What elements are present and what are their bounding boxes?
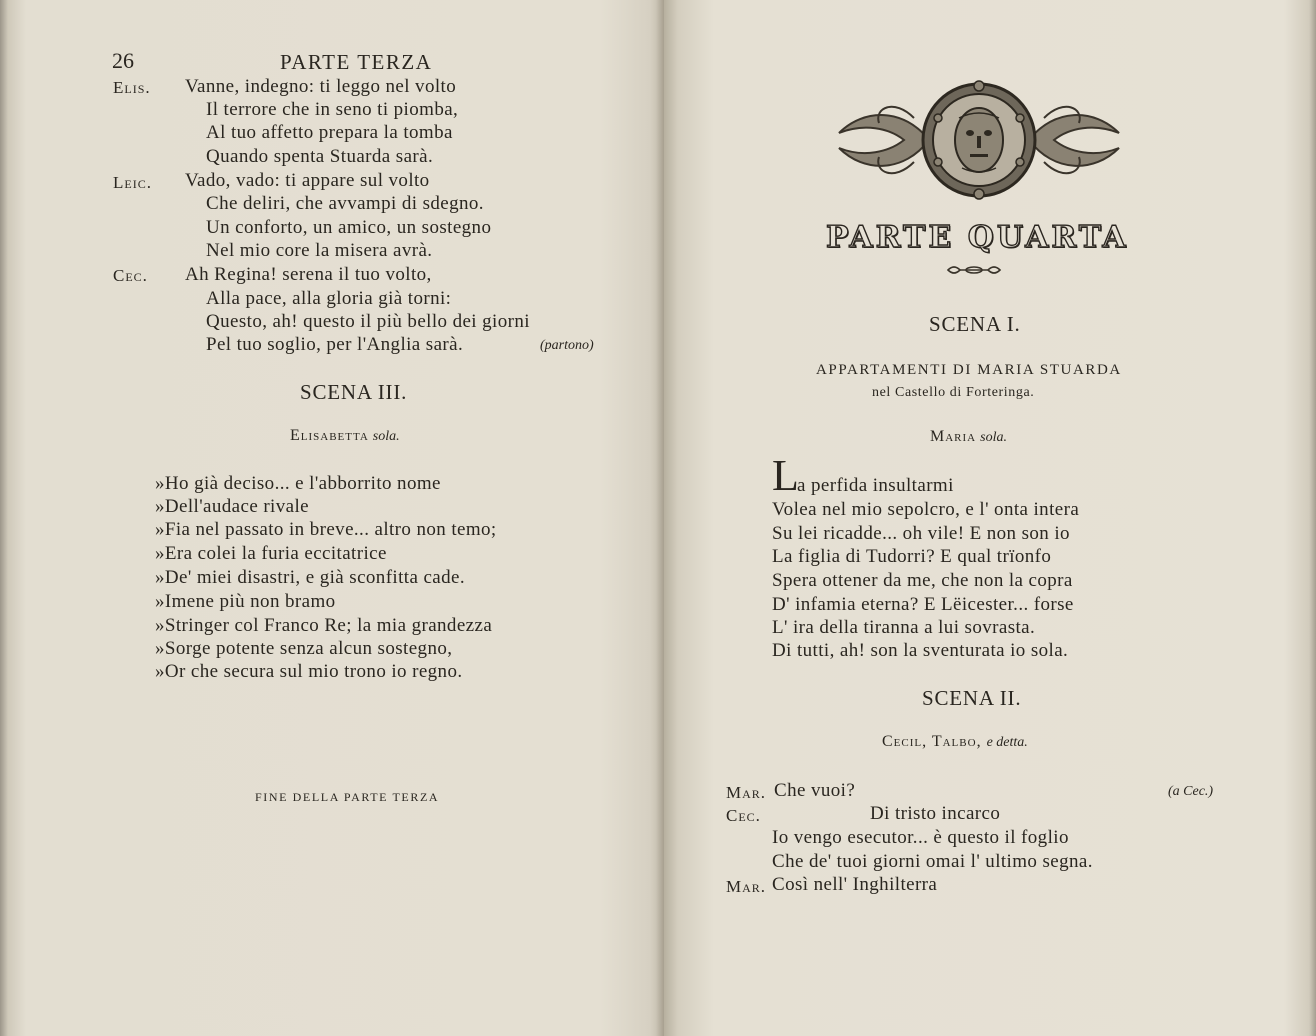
monologue-line: »Or che secura sul mio trono io regno. — [155, 661, 463, 682]
setting-subtitle: nel Castello di Forteringa. — [872, 385, 1035, 400]
speaker-label: Mar. — [726, 783, 767, 802]
monologue-line: »Fia nel passato in breve... altro non temo; — [155, 519, 497, 540]
verse-line: Vado, vado: ti appare sul volto — [185, 170, 430, 191]
monologue-line: Di tutti, ah! son la sventurata io sola. — [772, 640, 1069, 661]
verse-line: Ah Regina! serena il tuo volto, — [185, 264, 432, 285]
cast-line — [930, 428, 1007, 446]
stage-direction: (a Cec.) — [1168, 784, 1214, 799]
speaker-label: Cec. — [726, 806, 761, 825]
running-head: PARTE TERZA — [280, 50, 433, 74]
verse-line: Vanne, indegno: ti leggo nel volto — [185, 76, 457, 97]
scene-heading: SCENA II. — [922, 686, 1022, 710]
speaker-label: Mar. — [726, 877, 767, 896]
drop-cap: L — [772, 451, 799, 500]
dialogue-line: Così nell' Inghilterra — [772, 874, 938, 895]
right-page — [664, 0, 1316, 1036]
monologue-line: a perfida insultarmi — [797, 475, 954, 496]
cast-name: Cecil — [882, 733, 923, 750]
monologue-line: »Era colei la furia eccitatrice — [155, 543, 387, 564]
cast-note: sola. — [980, 430, 1007, 445]
monologue-line: Volea nel mio sepolcro, e l' onta intera — [772, 499, 1080, 520]
cast-note: sola. — [372, 429, 400, 444]
verse-line: Pel tuo soglio, per l'Anglia sarà. — [206, 334, 464, 355]
monologue-line: D' infamia eterna? E Lëicester... forse — [772, 594, 1074, 615]
stage-direction: (partono) — [540, 338, 594, 353]
cast-name: Talbo — [931, 733, 977, 750]
monologue-line: L' ira della tiranna a lui sovrasta. — [772, 617, 1036, 638]
cast-line — [290, 427, 400, 445]
monologue-line: La figlia di Tudorri? E qual trïonfo — [772, 546, 1052, 567]
monologue-line: »Stringer col Franco Re; la mia grandezza — [155, 615, 493, 636]
part-title: PARTE QUARTA — [826, 220, 1129, 255]
monologue-line: »Ho già deciso... e l'abborrito nome — [155, 473, 441, 494]
monologue-line: Su lei ricadde... oh vile! E non son io — [772, 523, 1070, 544]
speaker-label: Leic. — [113, 173, 152, 192]
verse-line: Il terrore che in seno ti piomba, — [206, 99, 459, 120]
page-number: 26 — [112, 48, 134, 73]
monologue-line: Spera ottener da me, che non la copra — [772, 570, 1073, 591]
monologue-line: »Imene più non bramo — [155, 591, 336, 612]
cast-separator: , — [922, 733, 932, 750]
scene-heading: SCENA III. — [300, 380, 408, 404]
verse-line: Un conforto, un amico, un sostegno — [206, 217, 492, 238]
verse-line: Questo, ah! questo il più bello dei giorni — [206, 311, 530, 332]
monologue-line: »De' miei disastri, e già sconfitta cade. — [155, 567, 465, 588]
dialogue-line: Io vengo esecutor... è questo il foglio — [772, 827, 1069, 848]
monologue-line: »Sorge potente senza alcun sostegno, — [155, 638, 453, 659]
dialogue-line: Che vuoi? — [774, 780, 856, 801]
speaker-label: Elis. — [113, 78, 151, 97]
verse-line: Alla pace, alla gloria già torni: — [206, 288, 452, 309]
dialogue-line: Di tristo incarco — [870, 803, 1001, 824]
cast-note: e detta. — [986, 735, 1028, 750]
scene-heading: SCENA I. — [929, 312, 1021, 336]
verse-line: Nel mio core la misera avrà. — [206, 240, 433, 261]
flourish-divider-icon — [944, 263, 1004, 277]
end-of-part-note: FINE DELLA PARTE TERZA — [255, 790, 440, 804]
verse-line: Quando spenta Stuarda sarà. — [206, 146, 434, 167]
cast-name: Maria — [930, 428, 977, 445]
mask-vignette-icon — [834, 78, 1124, 200]
setting-title: APPARTAMENTI DI MARIA STUARDA — [816, 362, 1122, 378]
cast-line — [882, 733, 1028, 751]
speaker-label: Cec. — [113, 266, 148, 285]
verse-line: Al tuo affetto prepara la tomba — [206, 122, 453, 143]
monologue-line: »Dell'audace rivale — [155, 496, 309, 517]
cast-name: Elisabetta — [290, 427, 369, 444]
dialogue-line: Che de' tuoi giorni omai l' ultimo segna. — [772, 851, 1093, 872]
verse-line: Che deliri, che avvampi di sdegno. — [206, 193, 484, 214]
cast-separator: , — [976, 733, 987, 750]
